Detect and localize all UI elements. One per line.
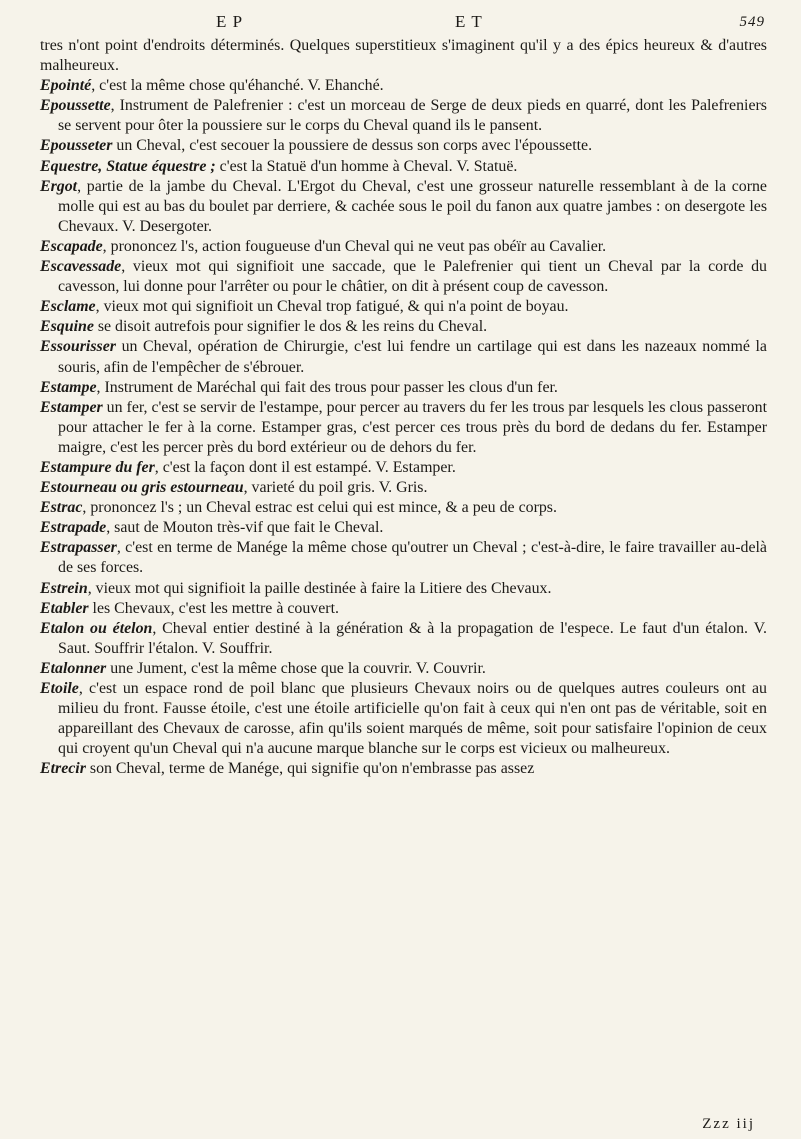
- entry-text: , c'est en terme de Manége la même chose qu'outrer un Cheval ; c'est-à-dire, le faire travailler au-delà de ses forces.: [58, 539, 767, 577]
- entry-text: c'est la Statuë d'un homme à Cheval. V. Statuë.: [215, 157, 518, 175]
- entry-headword: Epousseter: [40, 137, 113, 155]
- dictionary-body: [40, 36, 767, 779]
- dictionary-entry: [40, 378, 767, 398]
- entry-headword: Estrapasser: [40, 539, 117, 557]
- entry-text: , prononcez l's ; un Cheval estrac est celui qui est mince, & a peu de corps.: [82, 499, 557, 517]
- dictionary-entry: [40, 36, 767, 76]
- entry-headword: Etalonner: [40, 659, 107, 677]
- entry-text: se disoit autrefois pour signifier le dos & les reins du Cheval.: [93, 318, 488, 336]
- dictionary-entry: [40, 518, 767, 538]
- entry-text: , Cheval entier destiné à la génération & à la propagation de l'espece. Le faut d'un étalon. V. Saut. Souffrir l'étalon. V. Souffrir.: [58, 619, 767, 657]
- running-head: [40, 10, 767, 36]
- page-number: 549: [739, 14, 765, 30]
- dictionary-entry: [40, 297, 767, 317]
- entry-text: , Instrument de Palefrenier : c'est un morceau de Serge de deux pieds en quarré, dont les Palefreniers se servent pour ôter la poussiere sur le corps du Cheval quand ils le pansent.: [58, 97, 767, 135]
- dictionary-entry: [40, 458, 767, 478]
- dictionary-entry: [40, 599, 767, 619]
- dictionary-entry: [40, 317, 767, 337]
- dictionary-entry: [40, 257, 767, 297]
- entry-text: un Cheval, c'est secouer la poussiere de dessus son corps avec l'époussette.: [112, 137, 593, 155]
- entry-headword: Ergot: [40, 177, 78, 195]
- entry-headword: Etrecir: [40, 760, 86, 778]
- signature-mark: Zzz iij: [702, 1116, 755, 1132]
- entry-text: tres n'ont point d'endroits déterminés. Quelques superstitieux s'imaginent qu'il y a des épics heureux & d'autres malheureux.: [40, 37, 767, 75]
- entry-text: , Instrument de Maréchal qui fait des trous pour passer les clous d'un fer.: [96, 378, 558, 396]
- dictionary-entry: [40, 157, 767, 177]
- entry-headword: Etabler: [40, 599, 89, 617]
- entry-text: , varieté du poil gris. V. Gris.: [243, 479, 428, 497]
- entry-text: , prononcez l's, action fougueuse d'un Cheval qui ne veut pas obéïr au Cavalier.: [102, 237, 607, 255]
- entry-headword: Estourneau ou gris estourneau: [40, 479, 244, 497]
- entry-headword: Esquine: [40, 318, 94, 336]
- entry-headword: Escapade: [40, 237, 103, 255]
- entry-headword: Epoussette: [40, 97, 111, 115]
- entry-text: un fer, c'est se servir de l'estampe, pour percer au travers du fer les trous par lesquels les clous passeront pour attacher le fer à la corne. Estamper gras, c'est percer ces trous près du bord de dedans du fer. Estamper maigre, c'est les percer près du bord extérieur ou de dehors du fer.: [58, 398, 768, 456]
- entry-text: , vieux mot qui signifioit une saccade, que le Palefrenier qui tient un Cheval par la corde du cavesson, lui donne pour l'arrêter ou pour le châtier, on dit à présent coup de cavesson.: [58, 258, 767, 296]
- entry-headword: Epointé: [40, 77, 92, 95]
- dictionary-entry: [40, 679, 767, 759]
- entry-text: , partie de la jambe du Cheval. L'Ergot du Cheval, c'est une grosseur naturelle ressemblant à de la corne molle qui est au bas du boulet par derriere, & cachée sous le poil du fanon aux quatre jambes : on desergote les Chevaux. V. Desergoter.: [58, 177, 767, 235]
- entry-text: , vieux mot qui signifioit un Cheval trop fatigué, & qui n'a point de boyau.: [95, 298, 569, 316]
- entry-headword: Etoile: [40, 680, 79, 697]
- entry-text: , c'est un espace rond de poil blanc que plusieurs Chevaux noirs ou de quelques autres couleurs ont au milieu du front. Fausse étoile, c'est une étoile artificielle qu'on fait à ceux qui n'en ont pas de véritable, soit en appareillant des Chevaux de carosse, afin qu'ils soient marqués de même, soit pour satisfaire l'opinion de ceux qui croyent qu'un Cheval qui n'a aucune marque blanche sur le corps est vicieux ou malheureux.: [58, 680, 767, 758]
- dictionary-entry: [40, 498, 767, 518]
- entry-headword: Essourisser: [40, 338, 116, 356]
- entry-text: une Jument, c'est la même chose que la couvrir. V. Couvrir.: [106, 659, 486, 677]
- dictionary-entry: [40, 136, 767, 156]
- entry-headword: Estrein: [40, 579, 88, 597]
- entry-text: , c'est la façon dont il est estampé. V. Estamper.: [154, 458, 456, 476]
- entry-headword: Estamper: [40, 398, 103, 416]
- dictionary-entry: [40, 337, 767, 377]
- dictionary-entry: [40, 538, 767, 578]
- dictionary-entry: [40, 398, 767, 458]
- entry-headword: Equestre, Statue équestre ;: [40, 157, 216, 175]
- entry-text: un Cheval, opération de Chirurgie, c'est lui fendre un cartilage qui est dans les nazeaux nommé la souris, afin de l'empêcher de s'ébrouer.: [58, 338, 767, 376]
- entry-headword: Etalon ou ételon: [40, 619, 153, 637]
- entry-text: son Cheval, terme de Manége, qui signifie qu'on n'embrasse pas assez: [85, 760, 535, 778]
- dictionary-entry: [40, 579, 767, 599]
- entry-text: , vieux mot qui signifioit la paille destinée à faire la Litiere des Chevaux.: [87, 579, 552, 597]
- entry-headword: Estampe: [40, 378, 97, 396]
- entry-headword: Estampure du fer: [40, 458, 155, 476]
- dictionary-entry: [40, 659, 767, 679]
- running-head-center: E T: [455, 12, 483, 31]
- entry-text: , c'est la même chose qu'éhanché. V. Ehanché.: [91, 77, 384, 95]
- dictionary-entry: [40, 478, 767, 498]
- entry-text: , saut de Mouton très-vif que fait le Cheval.: [106, 519, 384, 537]
- entry-headword: Estrac: [40, 499, 83, 517]
- dictionary-entry: [40, 759, 767, 779]
- entry-headword: Estrapade: [40, 519, 107, 537]
- entry-headword: Esclame: [40, 298, 96, 316]
- entry-text: les Chevaux, c'est les mettre à couvert.: [88, 599, 339, 617]
- entry-headword: Escavessade: [40, 258, 122, 276]
- dictionary-entry: [40, 619, 767, 659]
- dictionary-entry: [40, 76, 767, 96]
- dictionary-entry: [40, 237, 767, 257]
- dictionary-entry: [40, 177, 767, 237]
- running-head-left: E P: [216, 12, 244, 31]
- dictionary-entry: [40, 96, 767, 136]
